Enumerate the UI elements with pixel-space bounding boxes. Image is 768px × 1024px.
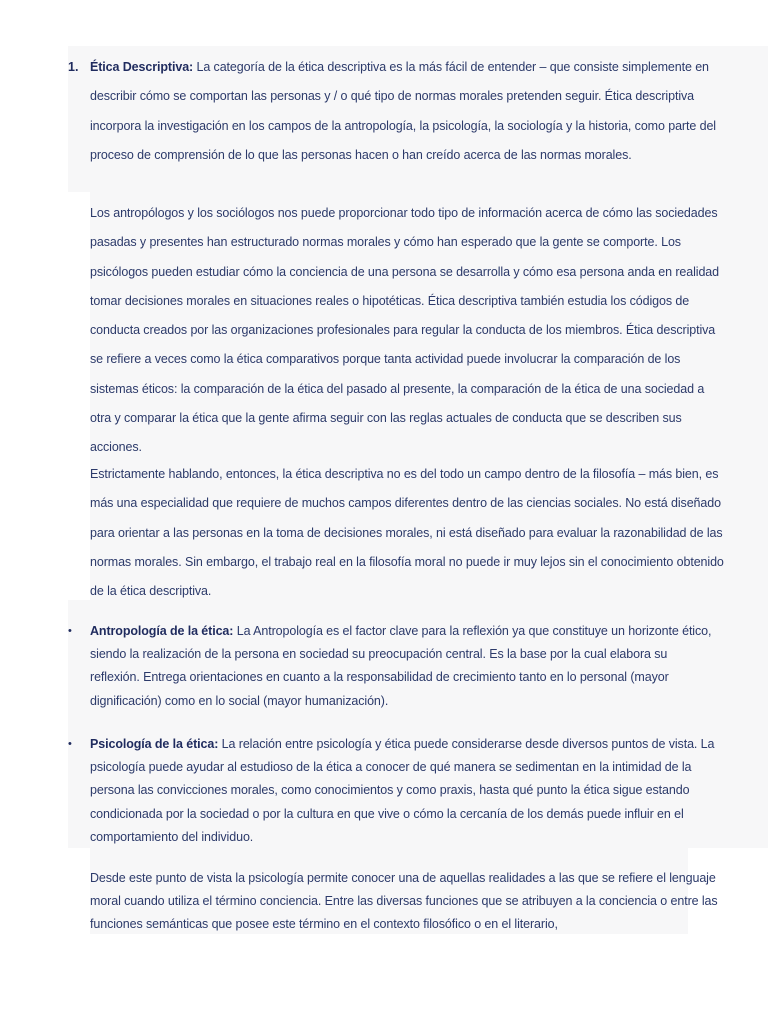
bullet-icon: • xyxy=(68,625,72,637)
list-number: 1. xyxy=(68,60,79,74)
term-heading: Antropología de la ética: xyxy=(90,624,234,638)
paragraph-text: La Antropología es el factor clave para la reflexión ya que constituye un horizonte ético, siendo la realización de la persona en sociedad su preocupación central. Es la base por la cual elabora su reflexión. Entrega orientaciones en cuanto a la responsabilidad de crecimiento tanto en lo personal (mayor dignificación) como en lo social (mayor humanización). xyxy=(90,624,712,708)
bullet-icon: • xyxy=(68,738,72,750)
descriptive-ethics-paragraph-2: Los antropólogos y los sociólogos nos puede proporcionar todo tipo de información acerca de cómo las sociedades pasadas y presentes han estructurado normas morales y cómo han esperado que la gente se comporte. Los psicólogos pueden estudiar cómo la conciencia de una persona se desarrolla y cómo esa persona anda en realidad tomar decisiones morales en situaciones reales o hipotéticas. Ética descriptiva también estudia los códigos de conducta creados por las organizaciones profesionales para regular la conducta de los miembros. Ética descriptiva se refiere a veces como la ética comparativos porque tanta actividad puede involucrar la comparación de los sistemas éticos: la comparación de la ética del pasado al presente, la comparación de la ética de una sociedad a otra y comparar la ética que la gente afirma seguir con las reglas actuales de conducta que se describen sus acciones. xyxy=(90,206,719,455)
term-heading: Psicología de la ética: xyxy=(90,737,219,751)
psychology-paragraph xyxy=(90,733,722,849)
descriptive-ethics-paragraph xyxy=(90,53,726,170)
descriptive-ethics-paragraph-3: Estrictamente hablando, entonces, la ética descriptiva no es del todo un campo dentro de la filosofía – más bien, es más una especialidad que requiere de muchos campos diferentes dentro de las ciencias sociales. No está diseñado para orientar a las personas en la toma de decisiones morales, ni está diseñado para evaluar la razonabilidad de las normas morales. Sin embargo, el trabajo real en la filosofía moral no puede ir muy lejos sin el conocimiento obtenido de la ética descriptiva. xyxy=(90,467,724,599)
paragraph-text: La categoría de la ética descriptiva es la más fácil de entender – que consiste simplemente en describir cómo se comportan las personas y / o qué tipo de normas morales pretenden seguir. Ética descriptiva incorpora la investigación en los campos de la antropología, la psicología, la sociología y la historia, como parte del proceso de comprensión de lo que las personas hacen o han creído acerca de las normas morales. xyxy=(90,60,716,162)
psychology-paragraph-2: Desde este punto de vista la psicología permite conocer una de aquellas realidades a las que se refiere el lenguaje moral cuando utiliza el término conciencia. Entre las diversas funciones que se atribuyen a la conciencia o entre las funciones semánticas que posee este término en el contexto filosófico o en el literario, xyxy=(90,871,718,932)
paragraph-text: La relación entre psicología y ética puede considerarse desde diversos puntos de vista. La psicología puede ayudar al estudioso de la ética a conocer de qué manera se sedimentan en la intimidad de la persona las convicciones morales, como conocimientos y como praxis, hasta qué punto la ética sigue estando condicionada por la sociedad o por la cultura en que vive o cómo la cercanía de los demás puede influir en el comportamiento del individuo. xyxy=(90,737,715,844)
anthropology-paragraph xyxy=(90,620,718,713)
term-heading: Ética Descriptiva: xyxy=(90,60,194,74)
